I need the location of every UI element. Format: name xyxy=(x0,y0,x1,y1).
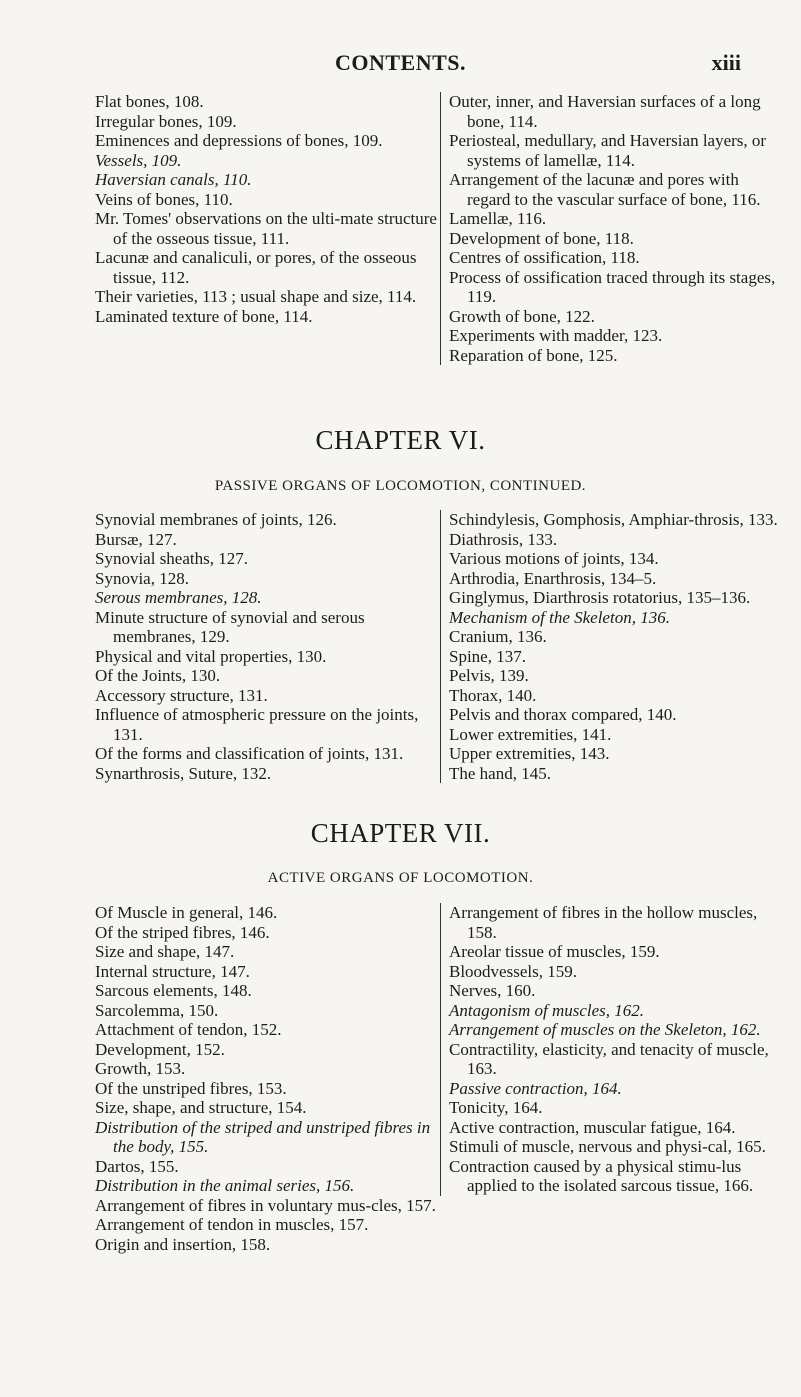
page-number: xiii xyxy=(711,50,741,75)
toc-entry: Spine, 137. xyxy=(449,646,526,666)
toc-entry: Upper extremities, 143. xyxy=(449,744,610,763)
toc-entry: Of the unstriped fibres, 153. xyxy=(95,1078,287,1098)
toc-entry: Lower extremities, 141. xyxy=(449,724,612,744)
toc-entry: Distribution of the striped and unstriped fibres in the body, 155. xyxy=(95,1117,431,1156)
toc-entry: Sarcolemma, 150. xyxy=(95,1000,219,1020)
chapter-7-subtitle: ACTIVE ORGANS OF LOCOMOTION. xyxy=(267,870,534,886)
toc-entry: Process of ossification traced through its stages, 119. xyxy=(449,267,776,306)
toc-entry: Arthrodia, Enarthrosis, 134–5. xyxy=(449,568,657,588)
chapter-7-contents xyxy=(95,903,769,1383)
toc-entry: Nerves, 160. xyxy=(449,981,536,1000)
toc-entry: Diathrosis, 133. xyxy=(449,529,558,549)
toc-entry: Schindylesis, Gomphosis, Amphiar-throsis, 133. xyxy=(449,510,778,529)
toc-entry: Serous membranes, 128. xyxy=(95,588,262,607)
toc-entry: Ginglymus, Diarthrosis rotatorius, 135–136. xyxy=(449,588,751,607)
toc-entry: Contraction caused by a physical stimu-lus applied to the isolated sarcous tissue, 166. xyxy=(449,1156,754,1195)
toc-entry: Bloodvessels, 159. xyxy=(449,961,577,981)
toc-entry: Of the striped fibres, 146. xyxy=(95,922,270,942)
toc-entry: Stimuli of muscle, nervous and physi-cal, 165. xyxy=(449,1137,766,1156)
toc-entry: Development of bone, 118. xyxy=(449,228,634,248)
toc-entry: Dartos, 155. xyxy=(95,1156,179,1176)
chapter-6-right-column xyxy=(440,510,781,783)
toc-entry: Arrangement of tendon in muscles, 157. xyxy=(95,1215,369,1234)
toc-entry: Experiments with madder, 123. xyxy=(449,326,663,345)
chapter-7-title: CHAPTER VII. xyxy=(310,818,491,848)
toc-entry: Outer, inner, and Haversian surfaces of a long bone, 114. xyxy=(449,92,761,131)
toc-entry: Growth of bone, 122. xyxy=(449,306,595,326)
toc-entry: Bursæ, 127. xyxy=(95,529,177,549)
toc-entry: Pelvis, 139. xyxy=(449,666,529,685)
toc-entry: Passive contraction, 164. xyxy=(449,1078,622,1098)
chapter-7-right-column xyxy=(440,903,781,1196)
toc-entry: Periosteal, medullary, and Haversian layers, or systems of lamellæ, 114. xyxy=(449,131,767,170)
toc-entry: Haversian canals, 110. xyxy=(95,170,252,189)
toc-entry: Size, shape, and structure, 154. xyxy=(95,1098,307,1117)
running-head xyxy=(0,50,801,80)
toc-entry: Synarthrosis, Suture, 132. xyxy=(95,763,272,783)
chapter-6-contents xyxy=(95,510,778,800)
toc-entry: Synovia, 128. xyxy=(95,568,189,588)
page-header-title: CONTENTS. xyxy=(334,50,467,75)
chapter-7-left-column xyxy=(95,903,440,1254)
toc-entry: Influence of atmospheric pressure on the joints, 131. xyxy=(95,705,419,744)
toc-entry: Various motions of joints, 134. xyxy=(449,549,659,568)
section-top-right-column xyxy=(440,92,781,365)
toc-entry: Areolar tissue of muscles, 159. xyxy=(449,942,660,961)
toc-entry: Attachment of tendon, 152. xyxy=(95,1020,282,1039)
toc-entry: Pelvis and thorax compared, 140. xyxy=(449,705,677,724)
toc-entry: Cranium, 136. xyxy=(449,627,547,646)
toc-entry: Vessels, 109. xyxy=(95,150,182,170)
toc-entry: Accessory structure, 131. xyxy=(95,685,268,705)
toc-entry: Growth, 153. xyxy=(95,1059,186,1078)
toc-entry: Mr. Tomes' observations on the ulti-mate structure of the osseous tissue, 111. xyxy=(95,209,437,248)
toc-entry: Of the forms and classification of joints, 131. xyxy=(95,744,404,763)
toc-entry: Development, 152. xyxy=(95,1039,225,1059)
toc-entry: Distribution in the animal series, 156. xyxy=(95,1176,355,1195)
toc-entry: Antagonism of muscles, 162. xyxy=(449,1000,645,1020)
toc-entry: Irregular bones, 109. xyxy=(95,111,237,131)
toc-entry: Minute structure of synovial and serous membranes, 129. xyxy=(95,607,365,646)
toc-entry: Synovial membranes of joints, 126. xyxy=(95,510,337,529)
toc-entry: Arrangement of fibres in voluntary mus-cles, 157. xyxy=(95,1195,436,1215)
toc-entry: The hand, 145. xyxy=(449,763,551,783)
toc-entry: Laminated texture of bone, 114. xyxy=(95,306,313,326)
toc-entry: Lamellæ, 116. xyxy=(449,209,547,228)
section-top-left-column xyxy=(95,92,440,326)
toc-entry: Arrangement of the lacunæ and pores with regard to the vascular surface of bone, 116. xyxy=(449,170,761,209)
toc-entry: Lacunæ and canaliculi, or pores, of the osseous tissue, 112. xyxy=(95,248,417,287)
toc-entry: Arrangement of fibres in the hollow muscles, 158. xyxy=(449,903,758,942)
toc-entry: Centres of ossification, 118. xyxy=(449,248,640,267)
toc-entry: Eminences and depressions of bones, 109. xyxy=(95,131,383,150)
toc-entry: Reparation of bone, 125. xyxy=(449,345,618,365)
toc-entry: Of Muscle in general, 146. xyxy=(95,903,278,922)
chapter-6-title: CHAPTER VI. xyxy=(315,425,486,455)
chapter-6-left-column xyxy=(95,510,440,783)
toc-entry: Contractility, elasticity, and tenacity of muscle, 163. xyxy=(449,1039,769,1078)
toc-entry: Their varieties, 113 ; usual shape and size, 114. xyxy=(95,287,417,306)
toc-entry: Mechanism of the Skeleton, 136. xyxy=(449,607,670,627)
section-top xyxy=(95,92,776,382)
toc-entry: Physical and vital properties, 130. xyxy=(95,646,327,666)
toc-entry: Thorax, 140. xyxy=(449,685,537,705)
toc-entry: Veins of bones, 110. xyxy=(95,189,233,209)
toc-entry: Tonicity, 164. xyxy=(449,1098,543,1117)
chapter-6-subtitle: PASSIVE ORGANS OF LOCOMOTION, CONTINUED. xyxy=(214,478,587,494)
toc-entry: Flat bones, 108. xyxy=(95,92,204,111)
toc-entry: Arrangement of muscles on the Skeleton, 162. xyxy=(449,1020,761,1039)
toc-entry: Synovial sheaths, 127. xyxy=(95,549,248,568)
toc-entry: Sarcous elements, 148. xyxy=(95,981,252,1000)
toc-entry: Size and shape, 147. xyxy=(95,942,235,961)
toc-entry: Active contraction, muscular fatigue, 164. xyxy=(449,1117,736,1137)
toc-entry: Origin and insertion, 158. xyxy=(95,1234,271,1254)
toc-entry: Internal structure, 147. xyxy=(95,961,250,981)
toc-entry: Of the Joints, 130. xyxy=(95,666,221,685)
